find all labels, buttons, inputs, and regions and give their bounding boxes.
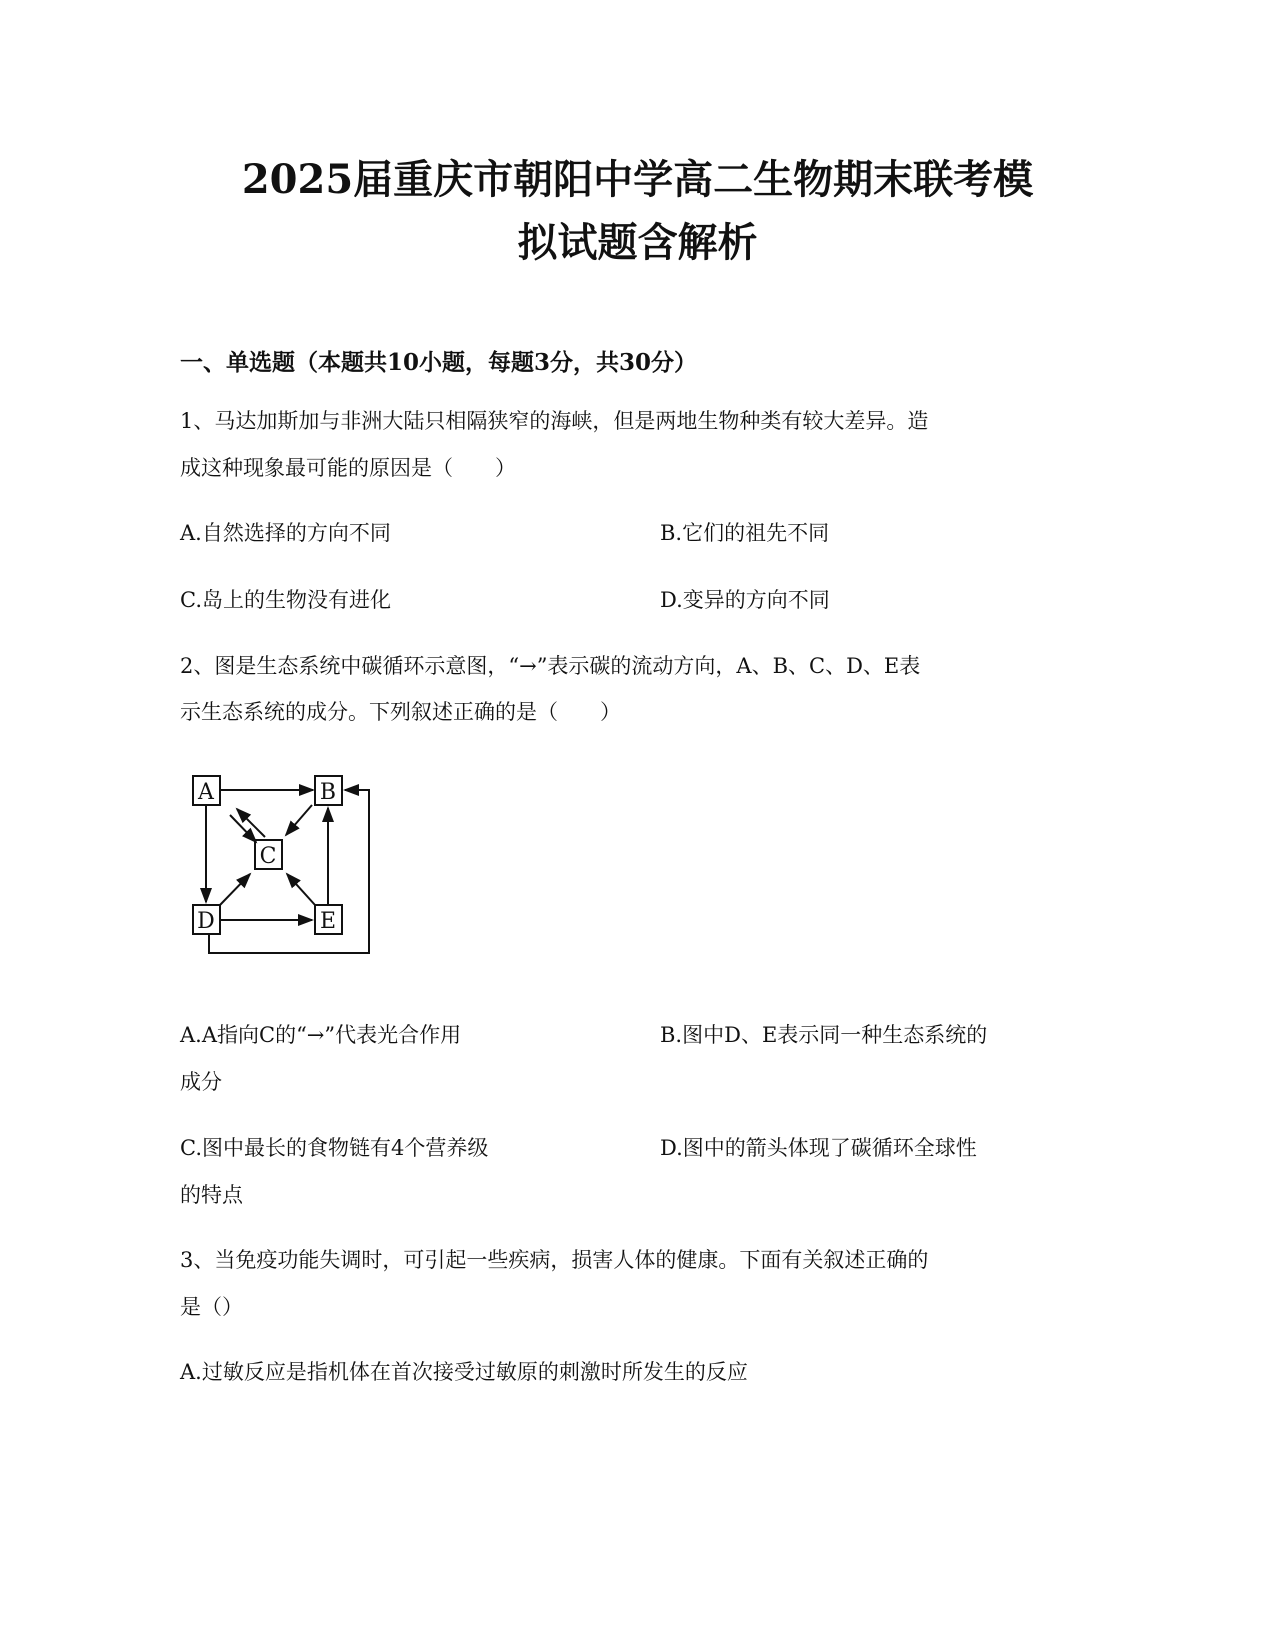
q2-option-a: A.A指向C的“→”代表光合作用 — [180, 1023, 462, 1047]
q1-option-b: B.它们的祖先不同 — [660, 521, 830, 545]
q2-option-c: C.图中最长的食物链有4个营养级 — [180, 1136, 489, 1160]
q1-option-a: A.自然选择的方向不同 — [180, 521, 391, 545]
q3-stem-1: 3、当免疫功能失调时，可引起一些疾病，损害人体的健康。下面有关叙述正确的 — [180, 1248, 929, 1272]
q2-option-b-cont: 成分 — [180, 1070, 222, 1094]
label-c: C — [259, 844, 277, 869]
label-e: E — [319, 909, 337, 934]
arrow-e-c — [287, 874, 315, 905]
label-a: A — [198, 780, 214, 805]
q2-option-b: B.图中D、E表示同一种生态系统的 — [660, 1023, 988, 1047]
q1-option-d: D.变异的方向不同 — [660, 588, 830, 612]
q2-stem-1: 2、图是生态系统中碳循环示意图，“→”表示碳的流动方向，A、B、C、D、E表 — [180, 654, 921, 678]
arrow-d-b-outer — [209, 790, 369, 953]
q2-stem-2: 示生态系统的成分。下列叙述正确的是（ ） — [180, 700, 621, 724]
q1-stem-2: 成这种现象最可能的原因是（ ） — [180, 456, 516, 480]
title-line-1: 2025届重庆市朝阳中学高二生物期末联考模 — [241, 156, 1034, 203]
title-line-2: 拟试题含解析 — [517, 219, 758, 266]
q2-option-d-cont: 的特点 — [180, 1183, 243, 1207]
q3-option-a: A.过敏反应是指机体在首次接受过敏原的刺激时所发生的反应 — [180, 1360, 748, 1384]
arrow-c-a — [237, 809, 265, 837]
arrow-d-c — [220, 874, 250, 905]
q3-stem-2: 是（） — [180, 1295, 243, 1319]
arrow-b-c — [286, 805, 312, 835]
arrow-a-c — [230, 815, 256, 842]
q1-option-c: C.岛上的生物没有进化 — [180, 588, 391, 612]
label-b: B — [319, 780, 337, 805]
section-heading: 一、单选题（本题共10小题，每题3分，共30分） — [180, 349, 698, 376]
q1-stem-1: 1、马达加斯加与非洲大陆只相隔狭窄的海峡，但是两地生物种类有较大差异。造 — [180, 409, 929, 433]
label-d: D — [197, 909, 215, 934]
q2-option-d: D.图中的箭头体现了碳循环全球性 — [660, 1136, 977, 1160]
